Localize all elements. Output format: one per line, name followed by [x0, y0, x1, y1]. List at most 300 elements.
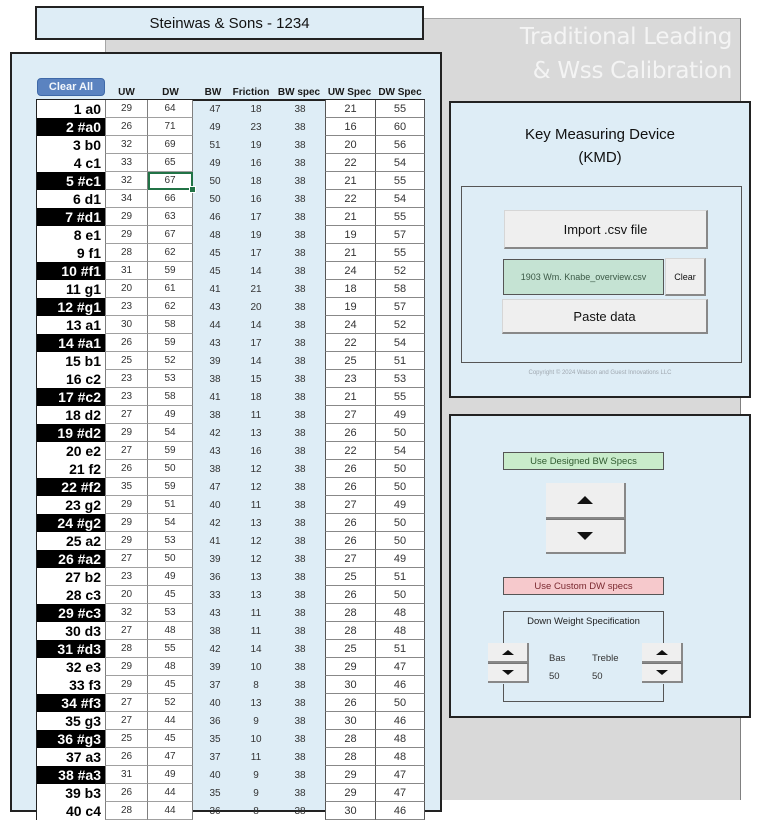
uw-cell[interactable]: 28 [105, 640, 148, 658]
uw-cell[interactable]: 33 [105, 154, 148, 172]
friction-cell[interactable]: 8 [253, 805, 259, 817]
uw-cell[interactable]: 34 [105, 190, 148, 208]
uw-spec-cell[interactable]: 16 [325, 118, 376, 136]
dw-cell[interactable]: 59 [148, 262, 193, 280]
dw-cell[interactable]: 65 [148, 154, 193, 172]
bw-spec-cell[interactable]: 38 [294, 751, 306, 763]
friction-cell[interactable]: 17 [250, 337, 262, 349]
dw-spec-cell[interactable]: 50 [376, 424, 425, 442]
bw-spec-cell[interactable]: 38 [294, 733, 306, 745]
uw-spec-cell[interactable]: 22 [325, 190, 376, 208]
bw-cell[interactable]: 38 [209, 625, 221, 637]
dw-cell[interactable]: 69 [148, 136, 193, 154]
use-custom-dw-specs-button[interactable]: Use Custom DW specs [503, 577, 664, 595]
friction-cell[interactable]: 12 [250, 535, 262, 547]
uw-spec-cell[interactable]: 26 [325, 478, 376, 496]
friction-cell[interactable]: 15 [250, 373, 262, 385]
dw-spec-cell[interactable]: 48 [376, 622, 425, 640]
uw-spec-cell[interactable]: 26 [325, 532, 376, 550]
bw-cell[interactable]: 42 [209, 643, 221, 655]
bw-cell[interactable]: 37 [209, 679, 221, 691]
bw-spec-cell[interactable]: 38 [294, 157, 306, 169]
uw-cell[interactable]: 32 [105, 136, 148, 154]
dw-spec-cell[interactable]: 49 [376, 406, 425, 424]
friction-cell[interactable]: 14 [250, 355, 262, 367]
bw-cell[interactable]: 45 [209, 265, 221, 277]
bw-spec-cell[interactable]: 38 [294, 265, 306, 277]
dw-cell[interactable]: 44 [148, 802, 193, 820]
friction-cell[interactable]: 18 [250, 103, 262, 115]
bw-cell[interactable]: 41 [209, 535, 221, 547]
friction-cell[interactable]: 8 [253, 679, 259, 691]
bw-spec-cell[interactable]: 38 [294, 481, 306, 493]
dw-cell[interactable]: 62 [148, 244, 193, 262]
key-name-cell[interactable]: 27 b2 [36, 568, 105, 586]
uw-cell[interactable]: 29 [105, 514, 148, 532]
bw-cell[interactable]: 38 [209, 409, 221, 421]
dw-spec-cell[interactable]: 55 [376, 208, 425, 226]
dw-cell[interactable]: 45 [148, 676, 193, 694]
dw-cell[interactable]: 54 [148, 424, 193, 442]
uw-cell[interactable]: 27 [105, 712, 148, 730]
friction-cell[interactable]: 16 [250, 157, 262, 169]
uw-spec-cell[interactable]: 29 [325, 658, 376, 676]
treble-up-button[interactable] [642, 643, 683, 663]
uw-spec-cell[interactable]: 27 [325, 496, 376, 514]
dw-spec-cell[interactable]: 55 [376, 172, 425, 190]
dw-spec-cell[interactable]: 54 [376, 442, 425, 460]
bw-spec-cell[interactable]: 38 [294, 301, 306, 313]
bw-cell[interactable]: 43 [209, 445, 221, 457]
uw-cell[interactable]: 32 [105, 172, 148, 190]
key-name-cell[interactable]: 31 #d3 [36, 640, 105, 658]
friction-cell[interactable]: 19 [250, 139, 262, 151]
dw-cell[interactable]: 53 [148, 532, 193, 550]
bw-spec-down-button[interactable] [546, 519, 626, 554]
uw-spec-cell[interactable]: 21 [325, 388, 376, 406]
uw-cell[interactable]: 26 [105, 748, 148, 766]
uw-spec-cell[interactable]: 22 [325, 442, 376, 460]
dw-cell[interactable]: 59 [148, 334, 193, 352]
uw-spec-cell[interactable]: 23 [325, 370, 376, 388]
key-name-cell[interactable]: 38 #a3 [36, 766, 105, 784]
bw-spec-cell[interactable]: 38 [294, 697, 306, 709]
dw-spec-cell[interactable]: 55 [376, 244, 425, 262]
dw-cell[interactable]: 61 [148, 280, 193, 298]
dw-cell[interactable]: 47 [148, 748, 193, 766]
key-name-cell[interactable]: 19 #d2 [36, 424, 105, 442]
uw-cell[interactable]: 28 [105, 802, 148, 820]
key-name-cell[interactable]: 30 d3 [36, 622, 105, 640]
key-name-cell[interactable]: 16 c2 [36, 370, 105, 388]
key-name-cell[interactable]: 5 #c1 [36, 172, 105, 190]
dw-cell[interactable]: 45 [148, 586, 193, 604]
uw-cell[interactable]: 27 [105, 406, 148, 424]
key-name-cell[interactable]: 12 #g1 [36, 298, 105, 316]
uw-spec-cell[interactable]: 22 [325, 334, 376, 352]
bw-spec-cell[interactable]: 38 [294, 103, 306, 115]
bw-spec-cell[interactable]: 38 [294, 175, 306, 187]
uw-spec-cell[interactable]: 25 [325, 640, 376, 658]
key-name-cell[interactable]: 7 #d1 [36, 208, 105, 226]
bw-cell[interactable]: 49 [209, 157, 221, 169]
bw-spec-cell[interactable]: 38 [294, 463, 306, 475]
key-name-cell[interactable]: 15 b1 [36, 352, 105, 370]
friction-cell[interactable]: 12 [250, 553, 262, 565]
uw-cell[interactable]: 32 [105, 604, 148, 622]
uw-cell[interactable]: 29 [105, 100, 148, 118]
dw-spec-cell[interactable]: 58 [376, 280, 425, 298]
key-name-cell[interactable]: 34 #f3 [36, 694, 105, 712]
bw-spec-cell[interactable]: 38 [294, 337, 306, 349]
friction-cell[interactable]: 19 [250, 229, 262, 241]
dw-spec-cell[interactable]: 50 [376, 694, 425, 712]
use-designed-bw-specs-button[interactable]: Use Designed BW Specs [503, 452, 664, 470]
bw-cell[interactable]: 47 [209, 103, 221, 115]
dw-spec-cell[interactable]: 49 [376, 550, 425, 568]
dw-cell[interactable]: 62 [148, 298, 193, 316]
dw-spec-cell[interactable]: 51 [376, 640, 425, 658]
bw-spec-cell[interactable]: 38 [294, 805, 306, 817]
friction-cell[interactable]: 23 [250, 121, 262, 133]
key-name-cell[interactable]: 11 g1 [36, 280, 105, 298]
bw-cell[interactable]: 35 [209, 787, 221, 799]
dw-cell[interactable]: 53 [148, 370, 193, 388]
uw-spec-cell[interactable]: 29 [325, 784, 376, 802]
bw-cell[interactable]: 50 [209, 175, 221, 187]
uw-cell[interactable]: 29 [105, 658, 148, 676]
uw-cell[interactable]: 23 [105, 298, 148, 316]
bw-cell[interactable]: 39 [209, 355, 221, 367]
bw-cell[interactable]: 37 [209, 751, 221, 763]
bw-cell[interactable]: 50 [209, 193, 221, 205]
uw-cell[interactable]: 25 [105, 730, 148, 748]
dw-spec-cell[interactable]: 55 [376, 100, 425, 118]
dw-spec-cell[interactable]: 51 [376, 352, 425, 370]
uw-spec-cell[interactable]: 21 [325, 208, 376, 226]
dw-spec-cell[interactable]: 47 [376, 784, 425, 802]
uw-cell[interactable]: 35 [105, 478, 148, 496]
key-name-cell[interactable]: 20 e2 [36, 442, 105, 460]
dw-spec-cell[interactable]: 57 [376, 298, 425, 316]
dw-spec-cell[interactable]: 49 [376, 496, 425, 514]
uw-cell[interactable]: 27 [105, 694, 148, 712]
dw-cell[interactable]: 49 [148, 568, 193, 586]
key-name-cell[interactable]: 9 f1 [36, 244, 105, 262]
bw-cell[interactable]: 42 [209, 427, 221, 439]
uw-spec-cell[interactable]: 30 [325, 676, 376, 694]
uw-cell[interactable]: 29 [105, 676, 148, 694]
friction-cell[interactable]: 20 [250, 301, 262, 313]
uw-spec-cell[interactable]: 27 [325, 406, 376, 424]
uw-cell[interactable]: 25 [105, 352, 148, 370]
bw-cell[interactable]: 40 [209, 769, 221, 781]
friction-cell[interactable]: 13 [250, 517, 262, 529]
bw-spec-cell[interactable]: 38 [294, 373, 306, 385]
dw-spec-cell[interactable]: 47 [376, 766, 425, 784]
bw-spec-cell[interactable]: 38 [294, 391, 306, 403]
dw-cell[interactable]: 55 [148, 640, 193, 658]
friction-cell[interactable]: 12 [250, 463, 262, 475]
dw-cell[interactable]: 52 [148, 352, 193, 370]
bw-cell[interactable]: 35 [209, 733, 221, 745]
uw-spec-cell[interactable]: 26 [325, 514, 376, 532]
dw-spec-cell[interactable]: 57 [376, 226, 425, 244]
csv-file-name-field[interactable]: 1903 Wm. Knabe_overview.csv [503, 259, 664, 295]
uw-cell[interactable]: 20 [105, 586, 148, 604]
uw-cell[interactable]: 31 [105, 262, 148, 280]
bw-spec-cell[interactable]: 38 [294, 211, 306, 223]
bw-spec-cell[interactable]: 38 [294, 445, 306, 457]
key-name-cell[interactable]: 2 #a0 [36, 118, 105, 136]
dw-cell[interactable]: 44 [148, 784, 193, 802]
dw-cell[interactable]: 50 [148, 550, 193, 568]
dw-spec-cell[interactable]: 48 [376, 730, 425, 748]
uw-spec-cell[interactable]: 28 [325, 748, 376, 766]
bw-cell[interactable]: 41 [209, 283, 221, 295]
dw-spec-cell[interactable]: 48 [376, 604, 425, 622]
dw-spec-cell[interactable]: 46 [376, 712, 425, 730]
key-name-cell[interactable]: 29 #c3 [36, 604, 105, 622]
dw-spec-cell[interactable]: 51 [376, 568, 425, 586]
friction-cell[interactable]: 11 [250, 409, 262, 421]
dw-spec-cell[interactable]: 46 [376, 802, 425, 820]
uw-cell[interactable]: 27 [105, 550, 148, 568]
uw-spec-cell[interactable]: 22 [325, 154, 376, 172]
dw-spec-cell[interactable]: 50 [376, 532, 425, 550]
key-name-cell[interactable]: 14 #a1 [36, 334, 105, 352]
bw-spec-cell[interactable]: 38 [294, 661, 306, 673]
key-name-cell[interactable]: 21 f2 [36, 460, 105, 478]
key-name-cell[interactable]: 24 #g2 [36, 514, 105, 532]
uw-cell[interactable]: 20 [105, 280, 148, 298]
uw-cell[interactable]: 26 [105, 460, 148, 478]
key-name-cell[interactable]: 3 b0 [36, 136, 105, 154]
bw-spec-cell[interactable]: 38 [294, 517, 306, 529]
bw-spec-cell[interactable]: 38 [294, 715, 306, 727]
uw-spec-cell[interactable]: 21 [325, 244, 376, 262]
friction-cell[interactable]: 16 [250, 445, 262, 457]
key-name-cell[interactable]: 10 #f1 [36, 262, 105, 280]
bw-cell[interactable]: 48 [209, 229, 221, 241]
uw-spec-cell[interactable]: 19 [325, 298, 376, 316]
dw-cell[interactable]: 63 [148, 208, 193, 226]
bw-cell[interactable]: 49 [209, 121, 221, 133]
uw-cell[interactable]: 26 [105, 784, 148, 802]
key-name-cell[interactable]: 13 a1 [36, 316, 105, 334]
bass-up-button[interactable] [488, 643, 529, 663]
clear-all-button[interactable]: Clear All [37, 78, 105, 96]
key-name-cell[interactable]: 35 g3 [36, 712, 105, 730]
bw-cell[interactable]: 36 [209, 715, 221, 727]
treble-down-button[interactable] [642, 663, 683, 683]
friction-cell[interactable]: 11 [250, 607, 262, 619]
key-name-cell[interactable]: 6 d1 [36, 190, 105, 208]
bw-spec-cell[interactable]: 38 [294, 679, 306, 691]
clear-file-button[interactable]: Clear [665, 258, 706, 296]
key-name-cell[interactable]: 32 e3 [36, 658, 105, 676]
key-name-cell[interactable]: 37 a3 [36, 748, 105, 766]
friction-cell[interactable]: 9 [253, 769, 259, 781]
uw-spec-cell[interactable]: 28 [325, 730, 376, 748]
uw-cell[interactable]: 29 [105, 532, 148, 550]
key-name-cell[interactable]: 26 #a2 [36, 550, 105, 568]
uw-spec-cell[interactable]: 26 [325, 586, 376, 604]
bw-spec-cell[interactable]: 38 [294, 319, 306, 331]
dw-spec-cell[interactable]: 48 [376, 748, 425, 766]
dw-cell[interactable]: 67 [148, 226, 193, 244]
bw-cell[interactable]: 45 [209, 247, 221, 259]
uw-cell[interactable]: 23 [105, 568, 148, 586]
dw-spec-cell[interactable]: 60 [376, 118, 425, 136]
uw-spec-cell[interactable]: 29 [325, 766, 376, 784]
uw-cell[interactable]: 31 [105, 766, 148, 784]
uw-spec-cell[interactable]: 26 [325, 694, 376, 712]
bw-spec-cell[interactable]: 38 [294, 427, 306, 439]
uw-cell[interactable]: 29 [105, 226, 148, 244]
dw-spec-cell[interactable]: 50 [376, 478, 425, 496]
friction-cell[interactable]: 12 [250, 481, 262, 493]
dw-cell[interactable]: 52 [148, 694, 193, 712]
bw-cell[interactable]: 51 [209, 139, 221, 151]
uw-cell[interactable]: 27 [105, 442, 148, 460]
uw-cell[interactable]: 26 [105, 118, 148, 136]
dw-cell[interactable]: 71 [148, 118, 193, 136]
dw-spec-cell[interactable]: 47 [376, 658, 425, 676]
uw-cell[interactable]: 29 [105, 496, 148, 514]
uw-spec-cell[interactable]: 28 [325, 622, 376, 640]
dw-spec-cell[interactable]: 55 [376, 388, 425, 406]
bw-spec-cell[interactable]: 38 [294, 643, 306, 655]
bw-cell[interactable]: 39 [209, 553, 221, 565]
dw-cell[interactable]: 49 [148, 766, 193, 784]
bw-spec-cell[interactable]: 38 [294, 787, 306, 799]
paste-data-button[interactable]: Paste data [502, 299, 708, 334]
dw-spec-cell[interactable]: 46 [376, 676, 425, 694]
uw-cell[interactable]: 23 [105, 370, 148, 388]
uw-spec-cell[interactable]: 25 [325, 568, 376, 586]
dw-cell[interactable]: 59 [148, 442, 193, 460]
key-name-cell[interactable]: 1 a0 [36, 100, 105, 118]
bw-cell[interactable]: 43 [209, 301, 221, 313]
uw-cell[interactable]: 29 [105, 424, 148, 442]
dw-cell[interactable]: 53 [148, 604, 193, 622]
uw-spec-cell[interactable]: 28 [325, 604, 376, 622]
friction-cell[interactable]: 10 [250, 661, 262, 673]
uw-spec-cell[interactable]: 24 [325, 316, 376, 334]
uw-spec-cell[interactable]: 21 [325, 100, 376, 118]
dw-cell[interactable]: 54 [148, 514, 193, 532]
friction-cell[interactable]: 9 [253, 787, 259, 799]
dw-spec-cell[interactable]: 50 [376, 460, 425, 478]
bw-cell[interactable]: 39 [209, 661, 221, 673]
bw-cell[interactable]: 43 [209, 337, 221, 349]
uw-spec-cell[interactable]: 20 [325, 136, 376, 154]
friction-cell[interactable]: 17 [250, 211, 262, 223]
dw-spec-cell[interactable]: 52 [376, 262, 425, 280]
bw-cell[interactable]: 42 [209, 517, 221, 529]
bw-cell[interactable]: 38 [209, 463, 221, 475]
uw-spec-cell[interactable]: 25 [325, 352, 376, 370]
uw-spec-cell[interactable]: 21 [325, 172, 376, 190]
dw-cell[interactable]: 58 [148, 316, 193, 334]
bw-cell[interactable]: 36 [209, 805, 221, 817]
bw-spec-cell[interactable]: 38 [294, 607, 306, 619]
dw-spec-cell[interactable]: 50 [376, 586, 425, 604]
friction-cell[interactable]: 13 [250, 697, 262, 709]
bw-cell[interactable]: 38 [209, 373, 221, 385]
dw-cell[interactable]: 50 [148, 460, 193, 478]
dw-cell[interactable]: 44 [148, 712, 193, 730]
import-csv-button[interactable]: Import .csv file [504, 210, 708, 249]
bw-cell[interactable]: 46 [209, 211, 221, 223]
bw-spec-cell[interactable]: 38 [294, 499, 306, 511]
uw-spec-cell[interactable]: 27 [325, 550, 376, 568]
bw-spec-cell[interactable]: 38 [294, 769, 306, 781]
dw-spec-cell[interactable]: 54 [376, 190, 425, 208]
dw-cell[interactable]: 67 [148, 172, 193, 190]
bw-spec-cell[interactable]: 38 [294, 139, 306, 151]
dw-cell[interactable]: 59 [148, 478, 193, 496]
friction-cell[interactable]: 16 [250, 193, 262, 205]
uw-spec-cell[interactable]: 26 [325, 460, 376, 478]
uw-cell[interactable]: 23 [105, 388, 148, 406]
key-name-cell[interactable]: 4 c1 [36, 154, 105, 172]
bw-cell[interactable]: 44 [209, 319, 221, 331]
uw-spec-cell[interactable]: 18 [325, 280, 376, 298]
dw-spec-cell[interactable]: 54 [376, 154, 425, 172]
bass-down-button[interactable] [488, 663, 529, 683]
friction-cell[interactable]: 14 [250, 319, 262, 331]
dw-cell[interactable]: 48 [148, 622, 193, 640]
dw-cell[interactable]: 51 [148, 496, 193, 514]
bw-spec-cell[interactable]: 38 [294, 247, 306, 259]
uw-cell[interactable]: 29 [105, 208, 148, 226]
bw-cell[interactable]: 43 [209, 607, 221, 619]
uw-cell[interactable]: 27 [105, 622, 148, 640]
dw-spec-cell[interactable]: 50 [376, 514, 425, 532]
bw-cell[interactable]: 41 [209, 391, 221, 403]
bw-spec-cell[interactable]: 38 [294, 193, 306, 205]
key-name-cell[interactable]: 39 b3 [36, 784, 105, 802]
bw-spec-cell[interactable]: 38 [294, 535, 306, 547]
uw-spec-cell[interactable]: 30 [325, 802, 376, 820]
bw-spec-cell[interactable]: 38 [294, 409, 306, 421]
uw-cell[interactable]: 26 [105, 334, 148, 352]
bw-spec-cell[interactable]: 38 [294, 589, 306, 601]
friction-cell[interactable]: 14 [250, 265, 262, 277]
friction-cell[interactable]: 13 [250, 427, 262, 439]
bw-spec-cell[interactable]: 38 [294, 229, 306, 241]
bw-spec-cell[interactable]: 38 [294, 121, 306, 133]
dw-spec-cell[interactable]: 52 [376, 316, 425, 334]
bw-spec-cell[interactable]: 38 [294, 355, 306, 367]
uw-spec-cell[interactable]: 26 [325, 424, 376, 442]
key-name-cell[interactable]: 36 #g3 [36, 730, 105, 748]
uw-cell[interactable]: 30 [105, 316, 148, 334]
key-name-cell[interactable]: 33 f3 [36, 676, 105, 694]
friction-cell[interactable]: 14 [250, 643, 262, 655]
friction-cell[interactable]: 11 [250, 625, 262, 637]
bw-cell[interactable]: 33 [209, 589, 221, 601]
friction-cell[interactable]: 11 [250, 499, 262, 511]
bw-cell[interactable]: 40 [209, 499, 221, 511]
bw-spec-cell[interactable]: 38 [294, 571, 306, 583]
bw-cell[interactable]: 36 [209, 571, 221, 583]
bw-spec-cell[interactable]: 38 [294, 283, 306, 295]
friction-cell[interactable]: 13 [250, 571, 262, 583]
friction-cell[interactable]: 13 [250, 589, 262, 601]
